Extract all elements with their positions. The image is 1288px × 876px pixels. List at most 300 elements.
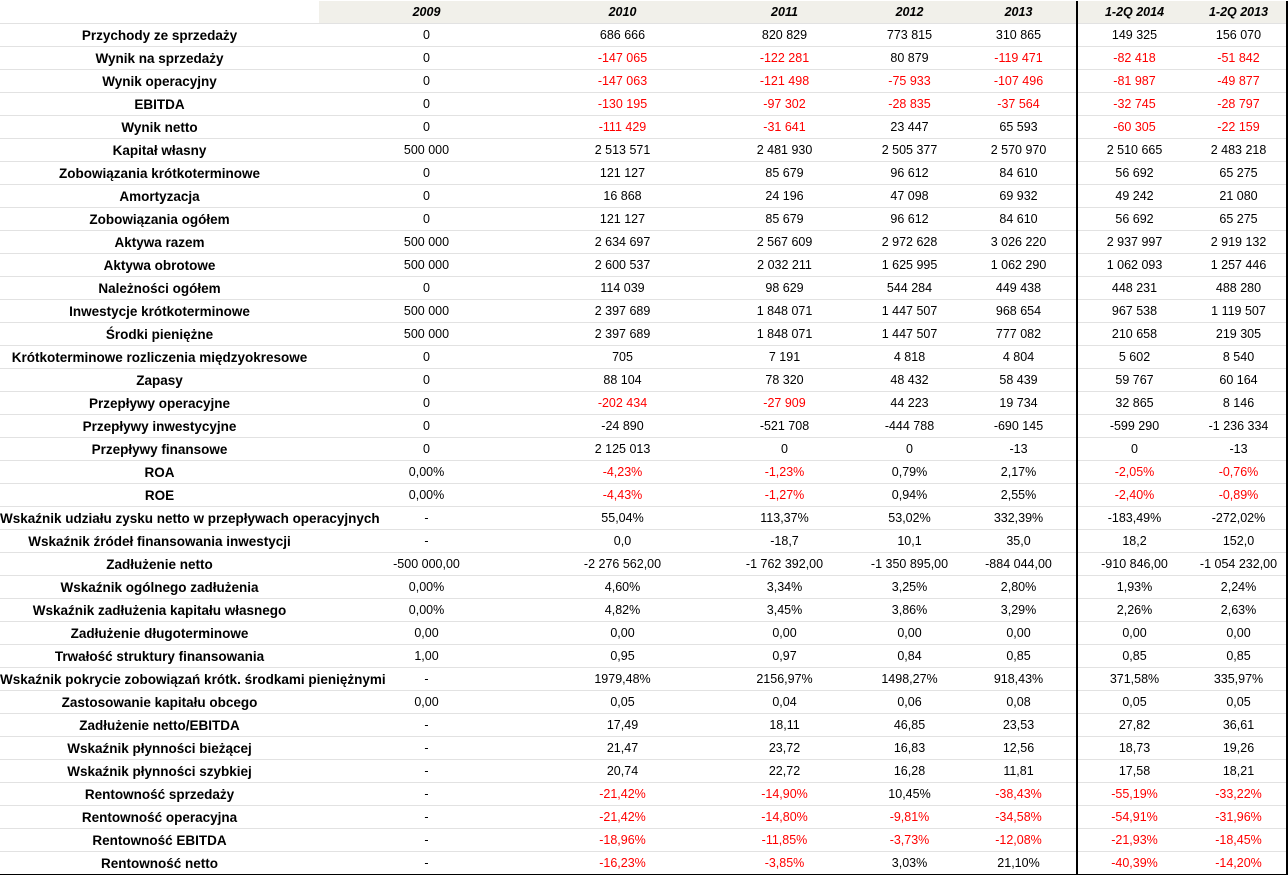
row-label: Wskaźnik ogólnego zadłużenia	[0, 576, 319, 599]
table-cell: 0,00	[319, 622, 534, 645]
table-cell: -1 762 392,00	[711, 553, 858, 576]
table-cell: -1 054 232,00	[1191, 553, 1287, 576]
table-cell: -32 745	[1077, 93, 1191, 116]
table-cell: 2,17%	[961, 461, 1077, 484]
table-cell: 0,00	[534, 622, 711, 645]
table-row	[0, 668, 1287, 691]
table-cell: 59 767	[1077, 369, 1191, 392]
table-cell: 820 829	[711, 24, 858, 47]
table-row	[0, 645, 1287, 668]
row-label: Przepływy inwestycyjne	[0, 415, 319, 438]
table-cell: -27 909	[711, 392, 858, 415]
table-cell: 49 242	[1077, 185, 1191, 208]
table-cell: 1 848 071	[711, 300, 858, 323]
table-cell: 2 570 970	[961, 139, 1077, 162]
table-cell: -9,81%	[858, 806, 961, 829]
table-cell: 98 629	[711, 277, 858, 300]
table-row	[0, 507, 1287, 530]
table-row	[0, 70, 1287, 93]
table-cell: 65 275	[1191, 208, 1287, 231]
table-cell: 0,79%	[858, 461, 961, 484]
header-row	[0, 1, 1287, 24]
table-cell: -2,40%	[1077, 484, 1191, 507]
table-cell: 114 039	[534, 277, 711, 300]
table-cell: -14,80%	[711, 806, 858, 829]
table-cell: 1 848 071	[711, 323, 858, 346]
table-row	[0, 116, 1287, 139]
table-cell: -21,93%	[1077, 829, 1191, 852]
table-cell: 3 026 220	[961, 231, 1077, 254]
table-cell: 3,25%	[858, 576, 961, 599]
table-cell: 85 679	[711, 208, 858, 231]
table-cell: 0,97	[711, 645, 858, 668]
table-cell: 3,03%	[858, 852, 961, 875]
table-cell: -599 290	[1077, 415, 1191, 438]
row-label: Zastosowanie kapitału obcego	[0, 691, 319, 714]
table-cell: -18,7	[711, 530, 858, 553]
column-header: 2009	[319, 1, 534, 24]
table-cell: 84 610	[961, 208, 1077, 231]
table-cell: -21,42%	[534, 806, 711, 829]
table-row	[0, 47, 1287, 70]
table-row	[0, 300, 1287, 323]
table-cell: 2 600 537	[534, 254, 711, 277]
table-row	[0, 323, 1287, 346]
table-cell: 2,80%	[961, 576, 1077, 599]
table-row	[0, 438, 1287, 461]
table-body	[0, 24, 1287, 875]
table-cell: -14,90%	[711, 783, 858, 806]
table-cell: 0,84	[858, 645, 961, 668]
table-cell: 149 325	[1077, 24, 1191, 47]
table-cell: 0	[319, 93, 534, 116]
table-cell: 0,94%	[858, 484, 961, 507]
table-cell: 0,85	[1191, 645, 1287, 668]
table-row	[0, 599, 1287, 622]
table-cell: 16,28	[858, 760, 961, 783]
table-cell: -51 842	[1191, 47, 1287, 70]
table-cell: 3,86%	[858, 599, 961, 622]
table-cell: 4 804	[961, 346, 1077, 369]
table-cell: 18,2	[1077, 530, 1191, 553]
table-cell: -2,05%	[1077, 461, 1191, 484]
row-label: Zadłużenie długoterminowe	[0, 622, 319, 645]
table-cell: 80 879	[858, 47, 961, 70]
table-cell: 968 654	[961, 300, 1077, 323]
table-cell: 35,0	[961, 530, 1077, 553]
table-cell: 7 191	[711, 346, 858, 369]
table-cell: 686 666	[534, 24, 711, 47]
table-cell: 0,00	[1077, 622, 1191, 645]
table-cell: -82 418	[1077, 47, 1191, 70]
table-cell: 0,00%	[319, 599, 534, 622]
table-cell: -	[319, 783, 534, 806]
table-cell: 3,34%	[711, 576, 858, 599]
table-cell: -121 498	[711, 70, 858, 93]
row-label: Zadłużenie netto/EBITDA	[0, 714, 319, 737]
row-label: Zadłużenie netto	[0, 553, 319, 576]
table-cell: -16,23%	[534, 852, 711, 875]
table-cell: -12,08%	[961, 829, 1077, 852]
table-row	[0, 277, 1287, 300]
table-cell: -202 434	[534, 392, 711, 415]
table-cell: 2 397 689	[534, 300, 711, 323]
table-cell: 0	[319, 185, 534, 208]
table-row	[0, 622, 1287, 645]
table-row	[0, 737, 1287, 760]
table-cell: -37 564	[961, 93, 1077, 116]
table-row	[0, 185, 1287, 208]
table-cell: 47 098	[858, 185, 961, 208]
table-cell: -11,85%	[711, 829, 858, 852]
table-cell: 27,82	[1077, 714, 1191, 737]
table-cell: 500 000	[319, 300, 534, 323]
table-row	[0, 760, 1287, 783]
table-cell: -1 350 895,00	[858, 553, 961, 576]
table-cell: 152,0	[1191, 530, 1287, 553]
table-cell: 2 481 930	[711, 139, 858, 162]
table-cell: 1979,48%	[534, 668, 711, 691]
table-cell: -49 877	[1191, 70, 1287, 93]
table-cell: 1498,27%	[858, 668, 961, 691]
row-label: Przychody ze sprzedaży	[0, 24, 319, 47]
table-cell: 449 438	[961, 277, 1077, 300]
table-cell: -3,73%	[858, 829, 961, 852]
table-cell: 18,21	[1191, 760, 1287, 783]
table-cell: 0	[319, 47, 534, 70]
table-cell: -910 846,00	[1077, 553, 1191, 576]
table-cell: 0,04	[711, 691, 858, 714]
row-label: Przepływy operacyjne	[0, 392, 319, 415]
row-label: Amortyzacja	[0, 185, 319, 208]
row-label: Trwałość struktury finansowania	[0, 645, 319, 668]
table-cell: 21,47	[534, 737, 711, 760]
table-row	[0, 346, 1287, 369]
table-cell: 0	[319, 438, 534, 461]
table-row	[0, 392, 1287, 415]
table-cell: 156 070	[1191, 24, 1287, 47]
table-cell: 1 119 507	[1191, 300, 1287, 323]
table-cell: 1 062 093	[1077, 254, 1191, 277]
table-cell: -	[319, 760, 534, 783]
table-cell: 0,00	[319, 691, 534, 714]
table-cell: -130 195	[534, 93, 711, 116]
table-cell: 0,00	[1191, 622, 1287, 645]
table-cell: 0,00%	[319, 484, 534, 507]
table-cell: 96 612	[858, 208, 961, 231]
header-corner	[0, 1, 319, 24]
row-label: Aktywa razem	[0, 231, 319, 254]
table-cell: 0	[319, 116, 534, 139]
table-cell: 2,55%	[961, 484, 1077, 507]
table-cell: 0,05	[1191, 691, 1287, 714]
table-cell: 0,85	[961, 645, 1077, 668]
column-header: 2013	[961, 1, 1077, 24]
row-label: ROE	[0, 484, 319, 507]
table-cell: -97 302	[711, 93, 858, 116]
table-row	[0, 24, 1287, 47]
table-cell: 84 610	[961, 162, 1077, 185]
table-cell: -	[319, 829, 534, 852]
table-cell: 44 223	[858, 392, 961, 415]
table-row	[0, 806, 1287, 829]
table-cell: 1,93%	[1077, 576, 1191, 599]
table-cell: 56 692	[1077, 208, 1191, 231]
row-label: Należności ogółem	[0, 277, 319, 300]
row-label: Zobowiązania ogółem	[0, 208, 319, 231]
table-cell: 500 000	[319, 231, 534, 254]
table-cell: 23,72	[711, 737, 858, 760]
table-cell: 12,56	[961, 737, 1077, 760]
table-row	[0, 369, 1287, 392]
table-cell: 967 538	[1077, 300, 1191, 323]
table-cell: 0,0	[534, 530, 711, 553]
table-cell: 48 432	[858, 369, 961, 392]
table-cell: -33,22%	[1191, 783, 1287, 806]
table-cell: 2,26%	[1077, 599, 1191, 622]
table-cell: 0	[319, 24, 534, 47]
table-cell: 4 818	[858, 346, 961, 369]
table-cell: 0,06	[858, 691, 961, 714]
table-cell: 8 540	[1191, 346, 1287, 369]
table-cell: -38,43%	[961, 783, 1077, 806]
table-cell: 2,63%	[1191, 599, 1287, 622]
table-cell: 1 625 995	[858, 254, 961, 277]
table-cell: -147 065	[534, 47, 711, 70]
table-cell: 371,58%	[1077, 668, 1191, 691]
table-cell: 0	[319, 392, 534, 415]
table-cell: -18,45%	[1191, 829, 1287, 852]
table-cell: 0,05	[534, 691, 711, 714]
table-cell: -2 276 562,00	[534, 553, 711, 576]
table-cell: 56 692	[1077, 162, 1191, 185]
table-cell: 1,00	[319, 645, 534, 668]
table-cell: 2 972 628	[858, 231, 961, 254]
table-cell: -147 063	[534, 70, 711, 93]
table-cell: 0	[858, 438, 961, 461]
table-cell: 20,74	[534, 760, 711, 783]
table-cell: -	[319, 852, 534, 875]
table-cell: 2 483 218	[1191, 139, 1287, 162]
table-cell: -500 000,00	[319, 553, 534, 576]
table-cell: 2 567 609	[711, 231, 858, 254]
table-cell: 23 447	[858, 116, 961, 139]
table-cell: 2 397 689	[534, 323, 711, 346]
table-row	[0, 852, 1287, 875]
table-cell: -	[319, 668, 534, 691]
table-cell: -14,20%	[1191, 852, 1287, 875]
table-cell: 332,39%	[961, 507, 1077, 530]
row-label: Wynik netto	[0, 116, 319, 139]
column-header: 2011	[711, 1, 858, 24]
table-cell: 310 865	[961, 24, 1077, 47]
table-cell: 96 612	[858, 162, 961, 185]
table-cell: 0,00	[961, 622, 1077, 645]
table-row	[0, 162, 1287, 185]
row-label: Wynik na sprzedaży	[0, 47, 319, 70]
table-cell: -1,23%	[711, 461, 858, 484]
table-cell: 1 447 507	[858, 323, 961, 346]
table-cell: 488 280	[1191, 277, 1287, 300]
row-label: Kapitał własny	[0, 139, 319, 162]
row-label: Rentowność operacyjna	[0, 806, 319, 829]
table-cell: 773 815	[858, 24, 961, 47]
table-cell: 500 000	[319, 323, 534, 346]
table-cell: 121 127	[534, 208, 711, 231]
table-cell: 0,00%	[319, 576, 534, 599]
table-cell: 58 439	[961, 369, 1077, 392]
table-cell: 10,1	[858, 530, 961, 553]
table-cell: 0	[319, 277, 534, 300]
table-cell: 1 257 446	[1191, 254, 1287, 277]
table-cell: 18,73	[1077, 737, 1191, 760]
table-cell: -75 933	[858, 70, 961, 93]
table-cell: 2 032 211	[711, 254, 858, 277]
table-cell: 8 146	[1191, 392, 1287, 415]
table-cell: 0,95	[534, 645, 711, 668]
row-label: Rentowność netto	[0, 852, 319, 875]
table-cell: 2 513 571	[534, 139, 711, 162]
table-row	[0, 415, 1287, 438]
row-label: Wskaźnik zadłużenia kapitału własnego	[0, 599, 319, 622]
table-cell: 16 868	[534, 185, 711, 208]
table-cell: 19,26	[1191, 737, 1287, 760]
table-cell: -122 281	[711, 47, 858, 70]
table-cell: 17,49	[534, 714, 711, 737]
table-cell: 0	[319, 346, 534, 369]
table-cell: -24 890	[534, 415, 711, 438]
table-cell: -81 987	[1077, 70, 1191, 93]
table-cell: -1,27%	[711, 484, 858, 507]
table-cell: -	[319, 507, 534, 530]
table-cell: -13	[1191, 438, 1287, 461]
table-cell: 88 104	[534, 369, 711, 392]
table-cell: -	[319, 806, 534, 829]
table-cell: 85 679	[711, 162, 858, 185]
table-cell: 36,61	[1191, 714, 1287, 737]
table-row	[0, 254, 1287, 277]
table-cell: 10,45%	[858, 783, 961, 806]
table-cell: 2 937 997	[1077, 231, 1191, 254]
table-cell: 65 275	[1191, 162, 1287, 185]
table-cell: 2 510 665	[1077, 139, 1191, 162]
table-cell: 2 125 013	[534, 438, 711, 461]
table-row	[0, 139, 1287, 162]
table-cell: 11,81	[961, 760, 1077, 783]
table-row	[0, 208, 1287, 231]
table-cell: 46,85	[858, 714, 961, 737]
row-label: Inwestycje krótkoterminowe	[0, 300, 319, 323]
table-row	[0, 553, 1287, 576]
table-cell: 0	[319, 162, 534, 185]
table-cell: 24 196	[711, 185, 858, 208]
financial-data-table	[0, 1, 1288, 875]
table-cell: -13	[961, 438, 1077, 461]
row-label: Aktywa obrotowe	[0, 254, 319, 277]
table-cell: -31,96%	[1191, 806, 1287, 829]
table-row	[0, 714, 1287, 737]
table-cell: -183,49%	[1077, 507, 1191, 530]
row-label: Wskaźnik płynności bieżącej	[0, 737, 319, 760]
row-label: EBITDA	[0, 93, 319, 116]
table-cell: 3,29%	[961, 599, 1077, 622]
table-cell: 0,00	[711, 622, 858, 645]
row-label: Wskaźnik pokrycie zobowiązań krótk. środkami pieniężnymi	[0, 668, 319, 691]
table-cell: 544 284	[858, 277, 961, 300]
table-cell: 918,43%	[961, 668, 1077, 691]
row-label: Wynik operacyjny	[0, 70, 319, 93]
table-cell: 705	[534, 346, 711, 369]
table-cell: 500 000	[319, 254, 534, 277]
table-cell: 0	[319, 208, 534, 231]
table-cell: -54,91%	[1077, 806, 1191, 829]
table-cell: 22,72	[711, 760, 858, 783]
table-cell: -0,89%	[1191, 484, 1287, 507]
table-cell: 4,82%	[534, 599, 711, 622]
table-cell: 1 062 290	[961, 254, 1077, 277]
row-label: Krótkoterminowe rozliczenia międzyokresowe	[0, 346, 319, 369]
table-cell: -444 788	[858, 415, 961, 438]
table-cell: 1 447 507	[858, 300, 961, 323]
table-cell: 448 231	[1077, 277, 1191, 300]
table-cell: 69 932	[961, 185, 1077, 208]
table-cell: -55,19%	[1077, 783, 1191, 806]
table-cell: -28 797	[1191, 93, 1287, 116]
table-row	[0, 530, 1287, 553]
table-cell: -	[319, 714, 534, 737]
table-cell: 2 919 132	[1191, 231, 1287, 254]
table-cell: -4,23%	[534, 461, 711, 484]
table-cell: 2 505 377	[858, 139, 961, 162]
table-cell: -4,43%	[534, 484, 711, 507]
table-cell: 19 734	[961, 392, 1077, 415]
table-cell: -40,39%	[1077, 852, 1191, 875]
row-label: Zobowiązania krótkoterminowe	[0, 162, 319, 185]
table-cell: 78 320	[711, 369, 858, 392]
table-cell: 0	[319, 415, 534, 438]
table-cell: 0	[319, 369, 534, 392]
table-cell: -119 471	[961, 47, 1077, 70]
table-cell: 113,37%	[711, 507, 858, 530]
row-label: Rentowność sprzedaży	[0, 783, 319, 806]
table-cell: -107 496	[961, 70, 1077, 93]
table-row	[0, 576, 1287, 599]
table-cell: -60 305	[1077, 116, 1191, 139]
table-cell: 0,00%	[319, 461, 534, 484]
row-label: Zapasy	[0, 369, 319, 392]
table-cell: 21 080	[1191, 185, 1287, 208]
table-cell: 18,11	[711, 714, 858, 737]
table-cell: 210 658	[1077, 323, 1191, 346]
table-cell: -690 145	[961, 415, 1077, 438]
table-cell: 65 593	[961, 116, 1077, 139]
table-cell: 0	[711, 438, 858, 461]
table-cell: 500 000	[319, 139, 534, 162]
table-cell: -884 044,00	[961, 553, 1077, 576]
table-cell: 219 305	[1191, 323, 1287, 346]
table-cell: 60 164	[1191, 369, 1287, 392]
table-cell: -272,02%	[1191, 507, 1287, 530]
table-cell: -1 236 334	[1191, 415, 1287, 438]
table-cell: -34,58%	[961, 806, 1077, 829]
table-cell: 3,45%	[711, 599, 858, 622]
table-cell: -31 641	[711, 116, 858, 139]
column-header: 1-2Q 2014	[1077, 1, 1191, 24]
table-cell: 335,97%	[1191, 668, 1287, 691]
table-cell: 2,24%	[1191, 576, 1287, 599]
table-cell: 777 082	[961, 323, 1077, 346]
row-label: Wskaźnik źródeł finansowania inwestycji	[0, 530, 319, 553]
